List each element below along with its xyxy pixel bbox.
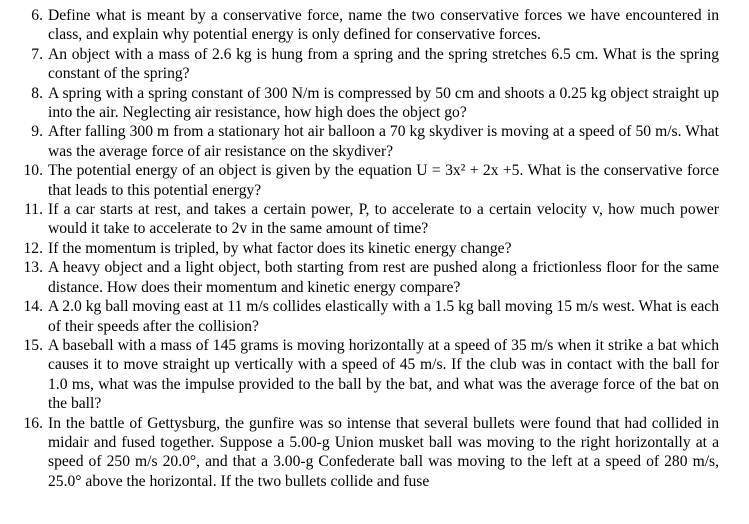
question-item — [20, 6, 719, 45]
question-number: 6. — [31, 7, 43, 24]
question-text: A baseball with a mass of 145 grams is moving horizontally at a speed of 35 m/s when it strike a bat which causes it to move straight up vertically with a speed of 45 m/s. If the club was in contact with the ball for 1.0 ms, what was the impulse provided to the ball by the bat, and what was the average force of the bat on the ball? — [48, 336, 719, 413]
question-text: A heavy object and a light object, both starting from rest are pushed along a frictionless floor for the same distance. How does their momentum and kinetic energy compare? — [48, 259, 719, 296]
question-item — [20, 414, 719, 492]
question-number: 14. — [23, 298, 43, 316]
question-text: Define what is meant by a conservative force, name the two conservative forces we have encountered in class, and explain why potential energy is only defined for conservative forces. — [48, 7, 719, 44]
question-number: 16. — [23, 414, 43, 432]
question-number: 13. — [23, 259, 43, 277]
question-number: 12. — [23, 239, 43, 257]
question-text: A 2.0 kg ball moving east at 11 m/s collides elastically with a 1.5 kg ball moving 15 m/s west. What is each of their speeds after the collision? — [48, 298, 719, 335]
question-item — [20, 122, 719, 161]
question-item — [20, 297, 719, 336]
question-number: 11. — [24, 201, 43, 219]
question-item — [20, 200, 719, 239]
question-text: An object with a mass of 2.6 kg is hung from a spring and the spring stretches 6.5 cm. What is the spring constant of the spring? — [48, 45, 719, 83]
question-number: 15. — [23, 336, 43, 354]
question-item — [20, 336, 719, 414]
question-number: 8. — [31, 84, 43, 102]
question-number: 9. — [31, 123, 43, 141]
question-text: In the battle of Gettysburg, the gunfire was so intense that several bullets were found that had collided in midair and fused together. Suppose a 5.00-g Union musket ball was moving to the right horizontally at a speed of 250 m/s 20.0°, and that a 3.00-g Confederate ball was moving to the left at a speed of 280 m/s, 25.0° above the horizontal. If the two bullets collide and fuse — [48, 414, 719, 490]
question-item — [20, 239, 719, 258]
question-text: If the momentum is tripled, by what factor does its kinetic energy change? — [48, 239, 512, 257]
question-text: If a car starts at rest, and takes a certain power, P, to accelerate to a certain velocity v, how much power would it take to accelerate to 2v in the same amount of time? — [48, 201, 719, 238]
question-number: 10. — [23, 162, 43, 180]
question-text: The potential energy of an object is given by the equation U = 3x² + 2x +5. What is the conservative force that leads to this potential energy? — [48, 162, 719, 199]
question-item — [20, 84, 719, 123]
question-text: A spring with a spring constant of 300 N/m is compressed by 50 cm and shoots a 0.25 kg object straight up into the air. Neglecting air resistance, how high does the object go? — [48, 84, 719, 122]
question-item — [20, 258, 719, 297]
question-text: After falling 300 m from a stationary hot air balloon a 70 kg skydiver is moving at a speed of 50 m/s. What was the average force of air resistance on the skydiver? — [48, 123, 719, 160]
question-item — [20, 45, 719, 84]
question-item — [20, 161, 719, 200]
question-number: 7. — [31, 45, 43, 63]
